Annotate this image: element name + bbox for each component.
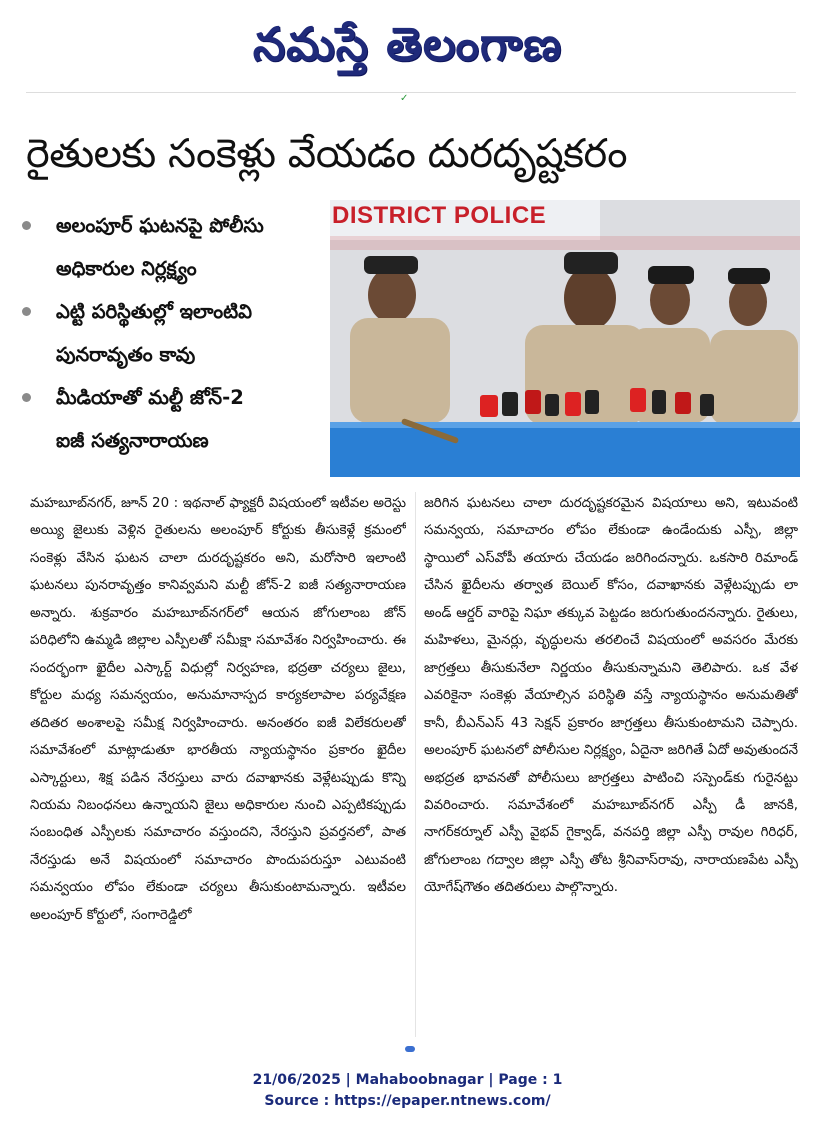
decorative-mark: ✓ — [400, 93, 409, 104]
bullet-text: అధికారుల నిర్లక్ష్యం — [56, 257, 197, 280]
press-meet-photo — [330, 200, 800, 477]
bullet-dot-icon — [22, 393, 31, 402]
footer-source-link[interactable]: Source : https://epaper.ntnews.com/ — [264, 1093, 551, 1109]
bullet-item-continued — [18, 247, 330, 290]
bullet-item — [18, 376, 330, 419]
bullet-text: అలంపూర్ ఘటనపై పోలీసు — [56, 214, 264, 237]
bullet-text: ఎట్టి పరిస్థితుల్లో ఇలాంటివి — [56, 300, 253, 323]
newspaper-masthead — [0, 6, 815, 82]
bullet-text: ఐజీ సత్యనారాయణ — [56, 429, 209, 452]
decorative-tab — [405, 1046, 415, 1052]
photo-banner-text: DISTRICT POLICE — [332, 202, 547, 229]
article-column-left: మహబూబ్‌నగర్, జూన్ 20 : ఇథనాల్ ఫ్యాక్టరీ విషయంలో ఇటీవల అరెస్టు అయ్యి జైలుకు వెళ్లిన రైతులను అలంపూర్ కోర్టుకు తీసుకెళ్లే క్రమంలో సంకెళ్లు వేసిన ఘటన చాలా దురదృష్టకరం అని, మరోసారి ఇలాంటి ఘటనలు పునరావృత్తం కానివ్వమని మల్టీ జోన్-2 ఐజీ సత్యనారాయణ అన్నారు. శుక్రవారం మహబూబ్‌నగర్‌లో ఆయన జోగులాంబ జోన్ పరిధిలోని ఉమ్మడి జిల్లాల ఎస్పీలతో సమీక్షా సమావేశం నిర్వహించారు. ఈ సందర్భంగా ఖైదీల ఎస్కార్ట్ విధుల్లో నిర్వహణ, భద్రతా చర్యలు జైలు, కోర్టుల మధ్య సమన్వయం, అనుమానాస్పద కార్యకలాపాల పర్యవేక్షణ తదితర అంశాలపై సమీక్ష నిర్వహించారు. అనంతరం ఐజీ విలేకరులతో సమావేశంలో మాట్లాడుతూ భారతీయ న్యాయస్థానం ప్రకారం ఖైదీల ఎస్కార్టులు, శిక్ష పడిన నేరస్తులు వారు దవాఖానకు వెళ్లేటప్పుడు కొన్ని నియమ నిబంధనలు ఉన్నాయని జైలు అధికారుల నుంచి ఎప్పటికప్పుడు సంబంధిత ఎస్పీలకు సమాచారం వస్తుందని, నేరస్తుని ప్రవర్తనలో, పాత నేరస్తుడు అనే విషయంలో సమాచారం పొందుపరుస్తూ ఎటువంటి సమన్వయం లోపం లేకుండా చర్యలు తీసుకుంటామన్నారు. ఇటీవల అలంపూర్ కోర్టులో, సంగారెడ్డిలో — [30, 496, 406, 923]
bullet-dot-icon — [22, 307, 31, 316]
bullet-text: మీడియాతో మల్టీ జోన్-2 — [56, 386, 244, 409]
bullet-item — [18, 204, 330, 247]
bullet-text: పునరావృతం కావు — [56, 343, 196, 366]
article-column-right: జరిగిన ఘటనలు చాలా దురదృష్టకరమైన విషయాలు అని, ఇటువంటి సమన్వయ, సమాచారం లోపం లేకుండా ఉండేందుకు ఎస్పీ, జిల్లా స్థాయిలో ఎస్‌వోపీ తయారు చేయడం జరిగిందన్నారు. ఒకసారి రిమాండ్ చేసిన ఖైదీలను తర్వాత బెయిల్ కోసం, దవాఖానకు వెళ్లేటప్పుడు లా అండ్ ఆర్డర్ వారిపై నిఘా తక్కువ పెట్టడం జరుగుతుందనన్నారు. రైతులు, మహిళలు, మైనర్లు, వృద్ధులను తరలించే విషయంలో అవసరం మేరకు జాగ్రత్తలు తీసుకునేలా నిర్ణయం తీసుకున్నామని తెలిపారు. ఒక వేళ ఎవరికైనా సంకెళ్లు వేయాల్సిన పరిస్థితి వస్తే న్యాయస్థానం అనుమతితో కానీ, బీఎన్ఎస్ 43 సెక్షన్ ప్రకారం జాగ్రత్తలు తీసుకుంటామని చెప్పారు. అలంపూర్ ఘటనలో పోలీసుల నిర్లక్ష్యం, ఏదైనా జరిగితే ఏదో అవుతుందనే అభద్రత భావనతో పోలీసులు జాగ్రత్తలు పాటించి సస్పెండ్‌కు గురైనట్టు వివరించారు. సమావేశంలో మహబూబ్‌నగర్ ఎస్పీ డీ జానకి, నాగర్‌కర్నూల్ ఎస్పీ వైభవ్ గైక్వాడ్, వనపర్తి జిల్లా ఎస్పీ రావుల గిరిధర్, జోగులాంబ గద్వాల జిల్లా ఎస్పీ తోట శ్రీనివాస్‌రావు, నారాయణపేట ఎస్పీ యోగేష్‌గౌతం తదితరులు పాల్గొన్నారు. — [424, 496, 798, 896]
article-headline: రైతులకు సంకెళ్లు వేయడం దురదృష్టకరం — [26, 131, 628, 177]
column-divider — [415, 492, 416, 1037]
footer-date-edition: 21/06/2025 | Mahaboobnagar | Page : 1 — [252, 1072, 563, 1088]
bullet-dot-icon — [22, 221, 31, 230]
press-meet-illustration — [330, 200, 800, 477]
masthead-divider — [26, 92, 796, 93]
bullet-item — [18, 290, 330, 333]
bullet-item-continued — [18, 419, 330, 462]
highlight-bullets — [18, 204, 330, 474]
page-footer — [0, 1070, 815, 1112]
bullet-item-continued — [18, 333, 330, 376]
masthead-title: నమస్తే తెలంగాణ — [252, 17, 563, 71]
